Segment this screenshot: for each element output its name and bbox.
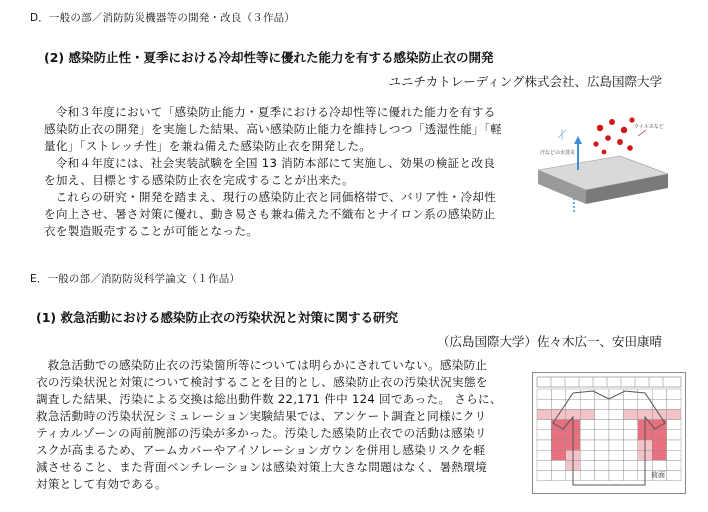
section-e-author: （広島国際大学）佐々木広一、安田康晴 xyxy=(436,334,662,349)
grid-cell xyxy=(623,471,637,481)
body-line: 救急活動での感染防止衣の汚染箇所等については明らかにされていない。感染防止 xyxy=(47,358,488,372)
grid-cell xyxy=(652,450,666,460)
grid-cell xyxy=(652,389,666,399)
grid-cell xyxy=(623,460,637,470)
body-line: スクが高まるため、アームカバーやアイソレーションガウンを併用し感染リスクを軽 xyxy=(36,443,486,457)
grid-cell xyxy=(609,471,623,481)
grid-cell xyxy=(595,409,609,419)
grid-cell xyxy=(595,450,609,460)
grid-cell xyxy=(551,389,565,399)
grid-cell xyxy=(638,389,652,399)
grid-cell xyxy=(667,471,681,481)
grid-cell xyxy=(623,389,637,399)
grid-cell xyxy=(595,440,609,450)
section-d-title: (2) 感染防止性・夏季における冷却性等に優れた能力を有する感染防止衣の開発 xyxy=(44,50,494,65)
grid-cell xyxy=(537,399,551,409)
grid-cell xyxy=(595,420,609,430)
contamination-grid-illustration xyxy=(533,373,685,493)
grid-cell xyxy=(667,440,681,450)
grid-cell xyxy=(580,420,594,430)
grid-cell xyxy=(595,399,609,409)
grid-cell xyxy=(595,471,609,481)
grid-cell xyxy=(652,430,666,440)
grid-cell xyxy=(580,460,594,470)
grid-cell xyxy=(652,460,666,470)
grid-cell xyxy=(652,440,666,450)
grid-cell xyxy=(667,389,681,399)
grid-cell xyxy=(580,450,594,460)
grid-cell xyxy=(537,471,551,481)
grid-cell xyxy=(623,440,637,450)
grid-cell xyxy=(537,389,551,399)
body-line: 調査した結果、汚染による交換は総出動件数 22,171 件中 124 回であった。 さらに、 xyxy=(36,392,502,406)
grid-cell xyxy=(566,389,580,399)
body-line: 令和４年度には、社会実装試験を全国 13 消防本部にて実施し、効果の検証と改良 xyxy=(55,156,496,170)
body-line: 令和３年度において「感染防止能力・夏季における冷却性等に優れた能力を有する xyxy=(55,105,496,119)
body-line: 衣を製造販売することが可能となった。 xyxy=(44,224,259,238)
body-line: を向上させ、暑さ対策に優れ、動き易さも兼ね備えた不織布とナイロン系の感染防止 xyxy=(44,207,496,221)
grid-cell xyxy=(551,471,565,481)
grid-cell xyxy=(623,430,637,440)
grid-cell xyxy=(551,430,565,440)
section-d-label: D．一般の部／消防防災機器等の開発・改良（３作品） xyxy=(30,12,296,24)
body-line: 対策として有効である。 xyxy=(36,477,167,491)
section-e-title: (1) 救急活動における感染防止衣の汚染状況と対策に関する研究 xyxy=(36,310,398,325)
grid-cell xyxy=(667,409,681,419)
grid-cell xyxy=(551,440,565,450)
body-line: 量化」「ストレッチ性」を兼ね備えた感染防止衣を開発した。 xyxy=(44,139,372,153)
grid-cell xyxy=(667,450,681,460)
grid-cell xyxy=(609,409,623,419)
grid-cell xyxy=(537,409,551,419)
grid-cell xyxy=(595,430,609,440)
section-d-body xyxy=(44,104,530,240)
grid-cell xyxy=(609,430,623,440)
grid-cell xyxy=(609,420,623,430)
grid-cell xyxy=(623,409,637,419)
grid-cell xyxy=(580,409,594,419)
body-line: 衣の汚染状況と対策について検討することを目的とし、感染防止衣の汚染状況実態を xyxy=(36,375,488,389)
moisture-label: 汗などの水蒸気 xyxy=(540,150,576,156)
body-line: 減させること、また背面ベンチレーションは感染対策上大きな問題はなく、暑熱環境 xyxy=(36,460,488,474)
grid-cell xyxy=(537,430,551,440)
virus-label: ウイルスなど xyxy=(634,124,664,130)
grid-cell xyxy=(623,420,637,430)
grid-cell xyxy=(551,450,565,460)
grid-cell xyxy=(609,460,623,470)
grid-cell xyxy=(580,471,594,481)
contamination-grid-figure xyxy=(532,372,686,494)
fabric-barrier-illustration xyxy=(538,108,668,218)
section-e-body xyxy=(36,357,526,493)
grid-cell xyxy=(609,440,623,450)
front-label: 前面 xyxy=(651,471,665,479)
grid-cell xyxy=(580,389,594,399)
grid-cell xyxy=(595,460,609,470)
grid-cell xyxy=(623,399,637,409)
grid-cell xyxy=(580,399,594,409)
grid-cell xyxy=(537,420,551,430)
grid-cell xyxy=(609,450,623,460)
body-line: ティカルゾーンの両前腕部の汚染が多かった。汚染した感染防止衣での活動は感染リ xyxy=(36,426,487,440)
grid-cell xyxy=(551,460,565,470)
body-line: これらの研究・開発を踏まえ、現行の感染防止衣と同価格帯で、バリア性・冷却性 xyxy=(55,190,497,204)
grid-cell xyxy=(667,399,681,409)
grid-cell xyxy=(667,460,681,470)
section-e-label: E．一般の部／消防防災科学論文（１作品） xyxy=(30,273,241,285)
grid-cell xyxy=(537,450,551,460)
grid-cell xyxy=(580,430,594,440)
section-d-author: ユニチカトレーディング株式会社、広島国際大学 xyxy=(388,74,662,89)
fabric-barrier-figure xyxy=(538,108,668,218)
grid-cell xyxy=(537,440,551,450)
grid-cell xyxy=(580,440,594,450)
body-line: 救急活動時の汚染状況シミュレーション実験結果では、アンケート調査と同様にクリ xyxy=(36,409,487,423)
grid-cell xyxy=(667,430,681,440)
body-line: を加え、目標とする感染防止衣を完成することが出来た。 xyxy=(44,173,354,187)
body-line: 感染防止衣の開発」を実施した結果、高い感染防止能力を維持しつつ「透湿性能」「軽 xyxy=(44,122,503,136)
grid-cell xyxy=(537,460,551,470)
grid-cell xyxy=(609,399,623,409)
grid-cell xyxy=(623,450,637,460)
grid-cell xyxy=(667,420,681,430)
